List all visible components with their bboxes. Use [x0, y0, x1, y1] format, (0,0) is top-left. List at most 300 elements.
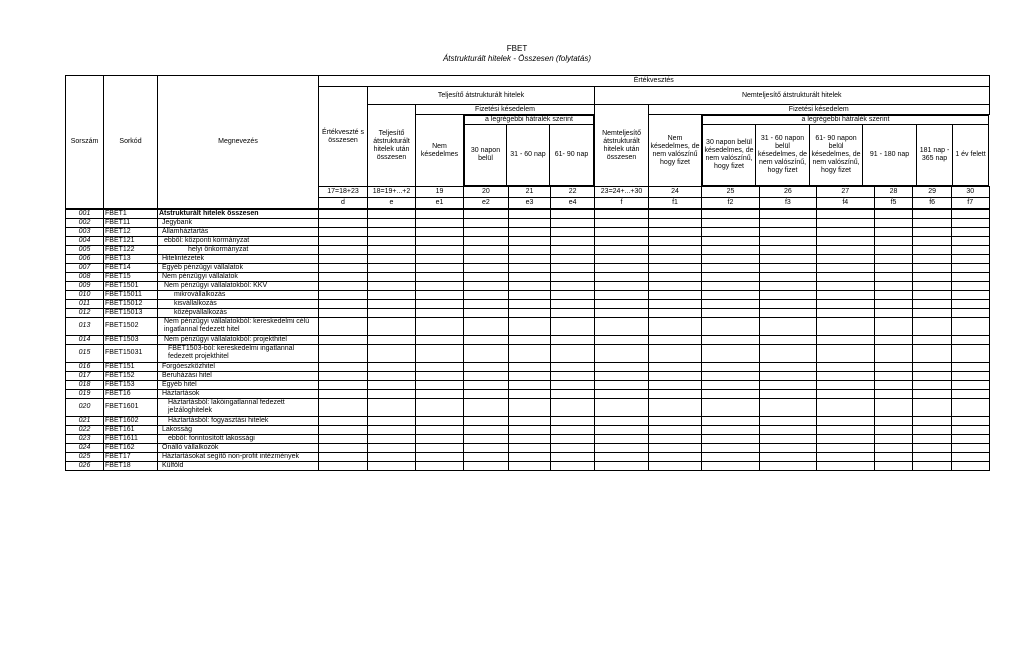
value-cell[interactable] — [913, 461, 952, 470]
value-cell[interactable] — [416, 236, 464, 245]
value-cell[interactable] — [951, 299, 989, 308]
value-cell[interactable] — [649, 272, 702, 281]
value-cell[interactable] — [702, 380, 760, 389]
value-cell[interactable] — [368, 254, 416, 263]
value-cell[interactable] — [913, 398, 952, 416]
value-cell[interactable] — [759, 245, 816, 254]
value-cell[interactable] — [951, 308, 989, 317]
value-cell[interactable] — [649, 254, 702, 263]
value-cell[interactable] — [649, 371, 702, 380]
value-cell[interactable] — [816, 218, 874, 227]
value-cell[interactable] — [319, 371, 368, 380]
value-cell[interactable] — [319, 434, 368, 443]
value-cell[interactable] — [816, 398, 874, 416]
value-cell[interactable] — [551, 398, 595, 416]
value-cell[interactable] — [319, 245, 368, 254]
value-cell[interactable] — [368, 371, 416, 380]
value-cell[interactable] — [951, 236, 989, 245]
value-cell[interactable] — [464, 209, 509, 219]
value-cell[interactable] — [508, 299, 551, 308]
value-cell[interactable] — [551, 272, 595, 281]
value-cell[interactable] — [702, 281, 760, 290]
value-cell[interactable] — [416, 227, 464, 236]
value-cell[interactable] — [595, 263, 649, 272]
value-cell[interactable] — [464, 452, 509, 461]
value-cell[interactable] — [759, 398, 816, 416]
value-cell[interactable] — [416, 272, 464, 281]
value-cell[interactable] — [551, 290, 595, 299]
value-cell[interactable] — [595, 452, 649, 461]
value-cell[interactable] — [649, 461, 702, 470]
value-cell[interactable] — [551, 452, 595, 461]
value-cell[interactable] — [368, 308, 416, 317]
value-cell[interactable] — [649, 380, 702, 389]
value-cell[interactable] — [649, 434, 702, 443]
value-cell[interactable] — [319, 299, 368, 308]
value-cell[interactable] — [951, 398, 989, 416]
value-cell[interactable] — [368, 380, 416, 389]
value-cell[interactable] — [464, 344, 509, 362]
value-cell[interactable] — [508, 389, 551, 398]
value-cell[interactable] — [416, 380, 464, 389]
value-cell[interactable] — [913, 299, 952, 308]
value-cell[interactable] — [649, 290, 702, 299]
value-cell[interactable] — [319, 452, 368, 461]
value-cell[interactable] — [874, 452, 913, 461]
value-cell[interactable] — [702, 299, 760, 308]
value-cell[interactable] — [508, 461, 551, 470]
value-cell[interactable] — [416, 263, 464, 272]
value-cell[interactable] — [319, 380, 368, 389]
value-cell[interactable] — [874, 236, 913, 245]
value-cell[interactable] — [816, 425, 874, 434]
value-cell[interactable] — [759, 416, 816, 425]
value-cell[interactable] — [508, 443, 551, 452]
value-cell[interactable] — [702, 434, 760, 443]
value-cell[interactable] — [702, 236, 760, 245]
value-cell[interactable] — [595, 272, 649, 281]
value-cell[interactable] — [508, 344, 551, 362]
value-cell[interactable] — [649, 236, 702, 245]
value-cell[interactable] — [464, 461, 509, 470]
value-cell[interactable] — [368, 425, 416, 434]
value-cell[interactable] — [368, 236, 416, 245]
value-cell[interactable] — [416, 389, 464, 398]
value-cell[interactable] — [649, 416, 702, 425]
value-cell[interactable] — [759, 272, 816, 281]
value-cell[interactable] — [874, 398, 913, 416]
value-cell[interactable] — [464, 263, 509, 272]
value-cell[interactable] — [368, 317, 416, 335]
value-cell[interactable] — [551, 416, 595, 425]
value-cell[interactable] — [464, 281, 509, 290]
value-cell[interactable] — [551, 443, 595, 452]
value-cell[interactable] — [951, 317, 989, 335]
value-cell[interactable] — [595, 254, 649, 263]
value-cell[interactable] — [649, 344, 702, 362]
value-cell[interactable] — [368, 389, 416, 398]
value-cell[interactable] — [874, 461, 913, 470]
value-cell[interactable] — [874, 290, 913, 299]
value-cell[interactable] — [416, 209, 464, 219]
value-cell[interactable] — [595, 362, 649, 371]
value-cell[interactable] — [319, 209, 368, 219]
value-cell[interactable] — [649, 335, 702, 344]
value-cell[interactable] — [874, 254, 913, 263]
value-cell[interactable] — [816, 209, 874, 219]
value-cell[interactable] — [759, 434, 816, 443]
value-cell[interactable] — [816, 335, 874, 344]
value-cell[interactable] — [816, 371, 874, 380]
value-cell[interactable] — [551, 380, 595, 389]
value-cell[interactable] — [874, 245, 913, 254]
value-cell[interactable] — [702, 443, 760, 452]
value-cell[interactable] — [816, 362, 874, 371]
value-cell[interactable] — [551, 425, 595, 434]
value-cell[interactable] — [551, 389, 595, 398]
value-cell[interactable] — [913, 389, 952, 398]
value-cell[interactable] — [913, 362, 952, 371]
value-cell[interactable] — [319, 236, 368, 245]
value-cell[interactable] — [319, 344, 368, 362]
value-cell[interactable] — [702, 227, 760, 236]
value-cell[interactable] — [464, 389, 509, 398]
value-cell[interactable] — [595, 389, 649, 398]
value-cell[interactable] — [416, 299, 464, 308]
value-cell[interactable] — [759, 308, 816, 317]
value-cell[interactable] — [551, 245, 595, 254]
value-cell[interactable] — [595, 443, 649, 452]
value-cell[interactable] — [508, 236, 551, 245]
value-cell[interactable] — [649, 218, 702, 227]
value-cell[interactable] — [816, 299, 874, 308]
value-cell[interactable] — [759, 290, 816, 299]
value-cell[interactable] — [508, 380, 551, 389]
value-cell[interactable] — [368, 434, 416, 443]
value-cell[interactable] — [416, 308, 464, 317]
value-cell[interactable] — [416, 434, 464, 443]
value-cell[interactable] — [595, 290, 649, 299]
value-cell[interactable] — [951, 389, 989, 398]
value-cell[interactable] — [508, 335, 551, 344]
value-cell[interactable] — [874, 362, 913, 371]
value-cell[interactable] — [816, 263, 874, 272]
value-cell[interactable] — [551, 344, 595, 362]
value-cell[interactable] — [464, 398, 509, 416]
value-cell[interactable] — [816, 380, 874, 389]
value-cell[interactable] — [319, 281, 368, 290]
value-cell[interactable] — [416, 443, 464, 452]
value-cell[interactable] — [508, 371, 551, 380]
value-cell[interactable] — [319, 227, 368, 236]
value-cell[interactable] — [508, 245, 551, 254]
value-cell[interactable] — [702, 371, 760, 380]
value-cell[interactable] — [913, 443, 952, 452]
value-cell[interactable] — [759, 452, 816, 461]
value-cell[interactable] — [913, 236, 952, 245]
value-cell[interactable] — [551, 227, 595, 236]
value-cell[interactable] — [951, 425, 989, 434]
value-cell[interactable] — [416, 344, 464, 362]
value-cell[interactable] — [951, 416, 989, 425]
value-cell[interactable] — [759, 254, 816, 263]
value-cell[interactable] — [319, 362, 368, 371]
value-cell[interactable] — [319, 290, 368, 299]
value-cell[interactable] — [551, 434, 595, 443]
value-cell[interactable] — [368, 335, 416, 344]
value-cell[interactable] — [595, 461, 649, 470]
value-cell[interactable] — [913, 227, 952, 236]
value-cell[interactable] — [551, 308, 595, 317]
value-cell[interactable] — [595, 380, 649, 389]
value-cell[interactable] — [319, 317, 368, 335]
value-cell[interactable] — [368, 209, 416, 219]
value-cell[interactable] — [951, 263, 989, 272]
value-cell[interactable] — [951, 272, 989, 281]
value-cell[interactable] — [874, 434, 913, 443]
value-cell[interactable] — [951, 380, 989, 389]
value-cell[interactable] — [702, 254, 760, 263]
value-cell[interactable] — [508, 308, 551, 317]
value-cell[interactable] — [595, 344, 649, 362]
value-cell[interactable] — [416, 416, 464, 425]
value-cell[interactable] — [464, 443, 509, 452]
value-cell[interactable] — [368, 362, 416, 371]
value-cell[interactable] — [416, 218, 464, 227]
value-cell[interactable] — [319, 389, 368, 398]
value-cell[interactable] — [951, 254, 989, 263]
value-cell[interactable] — [595, 218, 649, 227]
value-cell[interactable] — [874, 317, 913, 335]
value-cell[interactable] — [759, 209, 816, 219]
value-cell[interactable] — [913, 452, 952, 461]
value-cell[interactable] — [913, 344, 952, 362]
value-cell[interactable] — [951, 443, 989, 452]
value-cell[interactable] — [759, 236, 816, 245]
value-cell[interactable] — [508, 263, 551, 272]
value-cell[interactable] — [416, 245, 464, 254]
value-cell[interactable] — [551, 335, 595, 344]
value-cell[interactable] — [551, 263, 595, 272]
value-cell[interactable] — [874, 281, 913, 290]
value-cell[interactable] — [759, 263, 816, 272]
value-cell[interactable] — [759, 344, 816, 362]
value-cell[interactable] — [416, 281, 464, 290]
value-cell[interactable] — [874, 272, 913, 281]
value-cell[interactable] — [649, 452, 702, 461]
value-cell[interactable] — [913, 263, 952, 272]
value-cell[interactable] — [913, 218, 952, 227]
value-cell[interactable] — [816, 344, 874, 362]
value-cell[interactable] — [874, 380, 913, 389]
value-cell[interactable] — [913, 209, 952, 219]
value-cell[interactable] — [464, 299, 509, 308]
value-cell[interactable] — [874, 416, 913, 425]
value-cell[interactable] — [874, 299, 913, 308]
value-cell[interactable] — [913, 308, 952, 317]
value-cell[interactable] — [874, 389, 913, 398]
value-cell[interactable] — [816, 272, 874, 281]
value-cell[interactable] — [702, 335, 760, 344]
value-cell[interactable] — [702, 425, 760, 434]
value-cell[interactable] — [319, 461, 368, 470]
value-cell[interactable] — [464, 308, 509, 317]
value-cell[interactable] — [874, 443, 913, 452]
value-cell[interactable] — [319, 308, 368, 317]
value-cell[interactable] — [595, 209, 649, 219]
value-cell[interactable] — [759, 281, 816, 290]
value-cell[interactable] — [913, 272, 952, 281]
value-cell[interactable] — [816, 254, 874, 263]
value-cell[interactable] — [368, 398, 416, 416]
value-cell[interactable] — [816, 245, 874, 254]
value-cell[interactable] — [913, 434, 952, 443]
value-cell[interactable] — [319, 218, 368, 227]
value-cell[interactable] — [368, 416, 416, 425]
value-cell[interactable] — [508, 218, 551, 227]
value-cell[interactable] — [551, 371, 595, 380]
value-cell[interactable] — [951, 290, 989, 299]
value-cell[interactable] — [319, 263, 368, 272]
value-cell[interactable] — [464, 425, 509, 434]
value-cell[interactable] — [816, 434, 874, 443]
value-cell[interactable] — [951, 245, 989, 254]
value-cell[interactable] — [649, 398, 702, 416]
value-cell[interactable] — [551, 281, 595, 290]
value-cell[interactable] — [759, 335, 816, 344]
value-cell[interactable] — [319, 398, 368, 416]
value-cell[interactable] — [551, 254, 595, 263]
value-cell[interactable] — [702, 218, 760, 227]
value-cell[interactable] — [319, 335, 368, 344]
value-cell[interactable] — [508, 362, 551, 371]
value-cell[interactable] — [649, 362, 702, 371]
value-cell[interactable] — [759, 317, 816, 335]
value-cell[interactable] — [508, 254, 551, 263]
value-cell[interactable] — [702, 416, 760, 425]
value-cell[interactable] — [319, 443, 368, 452]
value-cell[interactable] — [913, 245, 952, 254]
value-cell[interactable] — [595, 317, 649, 335]
value-cell[interactable] — [464, 380, 509, 389]
value-cell[interactable] — [874, 335, 913, 344]
value-cell[interactable] — [874, 209, 913, 219]
value-cell[interactable] — [368, 452, 416, 461]
value-cell[interactable] — [416, 317, 464, 335]
value-cell[interactable] — [913, 416, 952, 425]
value-cell[interactable] — [951, 227, 989, 236]
value-cell[interactable] — [649, 425, 702, 434]
value-cell[interactable] — [508, 317, 551, 335]
value-cell[interactable] — [913, 317, 952, 335]
value-cell[interactable] — [416, 461, 464, 470]
value-cell[interactable] — [702, 317, 760, 335]
value-cell[interactable] — [951, 362, 989, 371]
value-cell[interactable] — [416, 362, 464, 371]
value-cell[interactable] — [759, 443, 816, 452]
value-cell[interactable] — [416, 290, 464, 299]
value-cell[interactable] — [464, 371, 509, 380]
value-cell[interactable] — [595, 398, 649, 416]
value-cell[interactable] — [595, 227, 649, 236]
value-cell[interactable] — [508, 398, 551, 416]
value-cell[interactable] — [702, 389, 760, 398]
value-cell[interactable] — [702, 245, 760, 254]
value-cell[interactable] — [551, 362, 595, 371]
value-cell[interactable] — [702, 362, 760, 371]
value-cell[interactable] — [416, 371, 464, 380]
value-cell[interactable] — [874, 371, 913, 380]
value-cell[interactable] — [702, 308, 760, 317]
value-cell[interactable] — [649, 281, 702, 290]
value-cell[interactable] — [874, 308, 913, 317]
value-cell[interactable] — [464, 227, 509, 236]
value-cell[interactable] — [464, 245, 509, 254]
value-cell[interactable] — [759, 227, 816, 236]
value-cell[interactable] — [951, 218, 989, 227]
value-cell[interactable] — [368, 263, 416, 272]
value-cell[interactable] — [595, 425, 649, 434]
value-cell[interactable] — [759, 461, 816, 470]
value-cell[interactable] — [416, 452, 464, 461]
value-cell[interactable] — [702, 344, 760, 362]
value-cell[interactable] — [913, 335, 952, 344]
value-cell[interactable] — [649, 245, 702, 254]
value-cell[interactable] — [702, 461, 760, 470]
value-cell[interactable] — [913, 425, 952, 434]
value-cell[interactable] — [595, 416, 649, 425]
value-cell[interactable] — [951, 434, 989, 443]
value-cell[interactable] — [702, 272, 760, 281]
value-cell[interactable] — [464, 335, 509, 344]
value-cell[interactable] — [874, 227, 913, 236]
value-cell[interactable] — [368, 227, 416, 236]
value-cell[interactable] — [416, 254, 464, 263]
value-cell[interactable] — [874, 344, 913, 362]
value-cell[interactable] — [913, 371, 952, 380]
value-cell[interactable] — [368, 245, 416, 254]
value-cell[interactable] — [551, 461, 595, 470]
value-cell[interactable] — [595, 434, 649, 443]
value-cell[interactable] — [913, 281, 952, 290]
value-cell[interactable] — [319, 425, 368, 434]
value-cell[interactable] — [595, 236, 649, 245]
value-cell[interactable] — [816, 227, 874, 236]
value-cell[interactable] — [508, 425, 551, 434]
value-cell[interactable] — [368, 281, 416, 290]
value-cell[interactable] — [874, 425, 913, 434]
value-cell[interactable] — [508, 452, 551, 461]
value-cell[interactable] — [649, 389, 702, 398]
value-cell[interactable] — [816, 389, 874, 398]
value-cell[interactable] — [464, 434, 509, 443]
value-cell[interactable] — [508, 272, 551, 281]
value-cell[interactable] — [319, 416, 368, 425]
value-cell[interactable] — [759, 362, 816, 371]
value-cell[interactable] — [649, 443, 702, 452]
value-cell[interactable] — [595, 308, 649, 317]
value-cell[interactable] — [551, 236, 595, 245]
value-cell[interactable] — [416, 335, 464, 344]
value-cell[interactable] — [702, 452, 760, 461]
value-cell[interactable] — [816, 308, 874, 317]
value-cell[interactable] — [551, 317, 595, 335]
value-cell[interactable] — [816, 416, 874, 425]
value-cell[interactable] — [951, 344, 989, 362]
value-cell[interactable] — [759, 425, 816, 434]
value-cell[interactable] — [702, 290, 760, 299]
value-cell[interactable] — [368, 272, 416, 281]
